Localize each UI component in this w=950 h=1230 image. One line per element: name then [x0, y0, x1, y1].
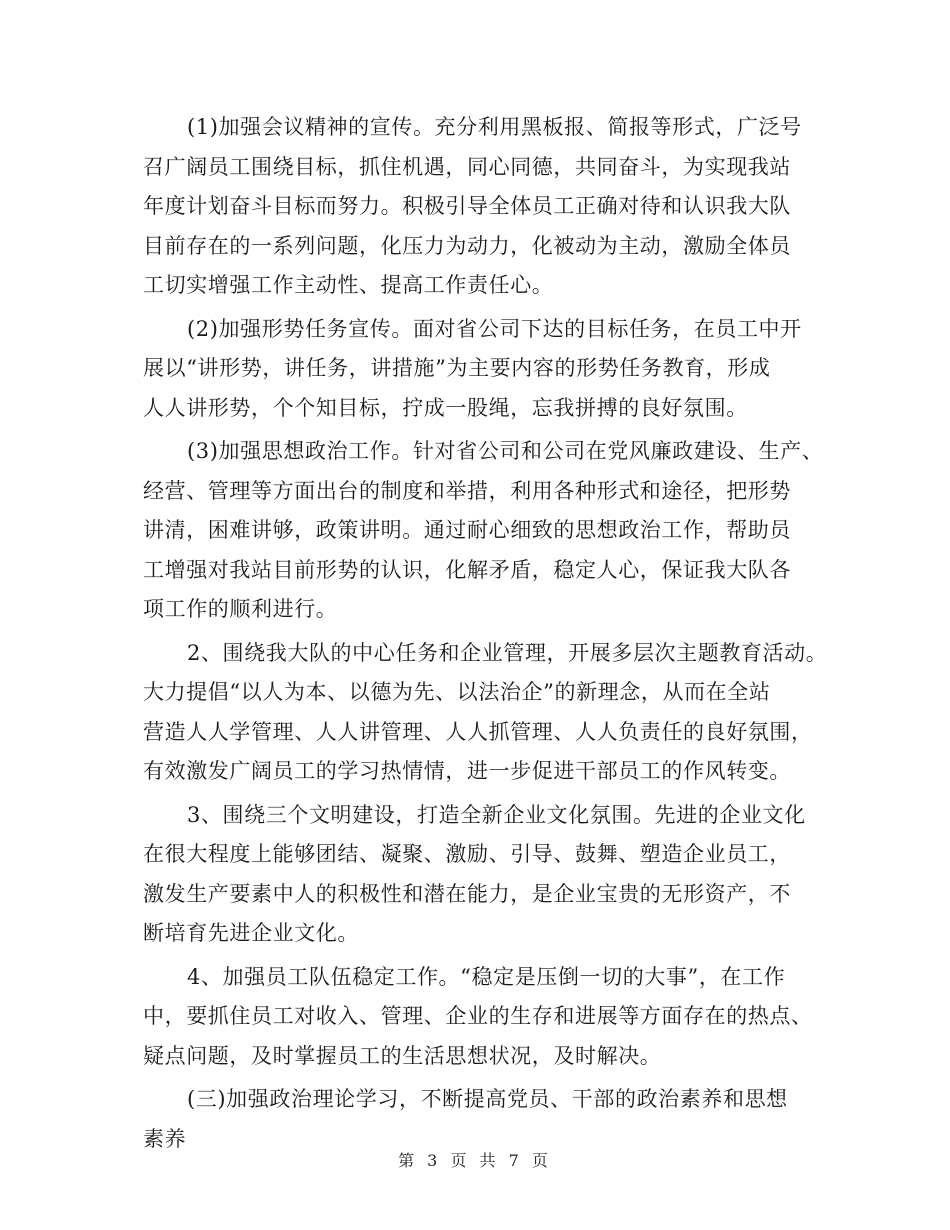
- text-line: 经营、管理等方面出台的制度和举措，利用各种形式和途径，把形势: [143, 478, 791, 503]
- paragraph-2: [143, 310, 833, 429]
- text-line: 营造人人学管理、人人讲管理、人人抓管理、人人负责任的良好氛围，: [143, 719, 813, 744]
- text-line: (三)加强政治理论学习，不断提高党员、干部的政治素养和思想: [187, 1087, 788, 1111]
- paragraph-3: [143, 432, 833, 630]
- text-line: 展以“讲形势，讲任务，讲措施”为主要内容的形势任务教育，形成: [143, 356, 771, 380]
- text-line: 目前存在的一系列问题，化压力为动力，化被动为主动，激励全体员: [143, 233, 791, 258]
- text-line: (1)加强会议精神的宣传。充分利用黑板报、简报等形式，广泛号: [187, 115, 802, 139]
- text-line: 疑点问题，及时掌握员工的生活思想状况，及时解决。: [143, 1043, 662, 1068]
- text-line: 大力提倡“以人为本、以德为先、以法治企”的新理念，从而在全站: [143, 680, 771, 704]
- text-line: 工切实增强工作主动性、提高工作责任心。: [143, 273, 554, 297]
- text-line: 工增强对我站目前形势的认识，化解矛盾，稳定人心，保证我大队各: [143, 557, 791, 582]
- text-line: 有效激发广阔员工的学习热情情，进一步促进干部员工的作风转变。: [143, 759, 791, 783]
- document-body: [143, 108, 833, 1163]
- text-line: 断培育先进企业文化。: [143, 921, 359, 945]
- paragraph-1: [143, 108, 833, 306]
- text-line: 3、围绕三个文明建设，打造全新企业文化氛围。先进的企业文化: [187, 802, 806, 827]
- text-line: 项工作的顺利进行。: [143, 597, 338, 621]
- paragraph-6: [143, 958, 833, 1077]
- page-number-footer: 第 3 页 共 7 页: [398, 1151, 552, 1170]
- text-line: 年度计划奋斗目标而努力。积极引导全体员工正确对待和认识我大队: [143, 194, 791, 218]
- paragraph-4: [143, 634, 833, 792]
- text-line: 素养: [143, 1126, 187, 1151]
- paragraph-5: [143, 796, 833, 954]
- text-line: 4、加强员工队伍稳定工作。“稳定是压倒一切的大事”，在工作: [187, 964, 786, 989]
- text-line: 激发生产要素中人的积极性和潜在能力，是企业宝贵的无形资产，不: [143, 881, 791, 906]
- text-line: 召广阔员工围绕目标，抓住机遇，同心同德，共同奋斗，为实现我站: [143, 154, 791, 179]
- text-line: (2)加强形势任务宣传。面对省公司下达的目标任务，在员工中开: [187, 316, 802, 341]
- text-line: 在很大程度上能够团结、凝聚、激励、引导、鼓舞、塑造企业员工，: [143, 842, 791, 866]
- text-line: 中，要抓住员工对收入、管理、企业的生存和进展等方面存在的热点、: [143, 1004, 813, 1028]
- text-line: 讲清，困难讲够，政策讲明。通过耐心细致的思想政治工作，帮助员: [143, 518, 791, 542]
- text-line: (3)加强思想政治工作。针对省公司和公司在党风廉政建设、生产、: [187, 439, 824, 463]
- text-line: 2、围绕我大队的中心任务和企业管理，开展多层次主题教育活动。: [187, 640, 828, 665]
- text-line: 人人讲形势，个个知目标，拧成一股绳，忘我拼搏的良好氛围。: [143, 395, 748, 420]
